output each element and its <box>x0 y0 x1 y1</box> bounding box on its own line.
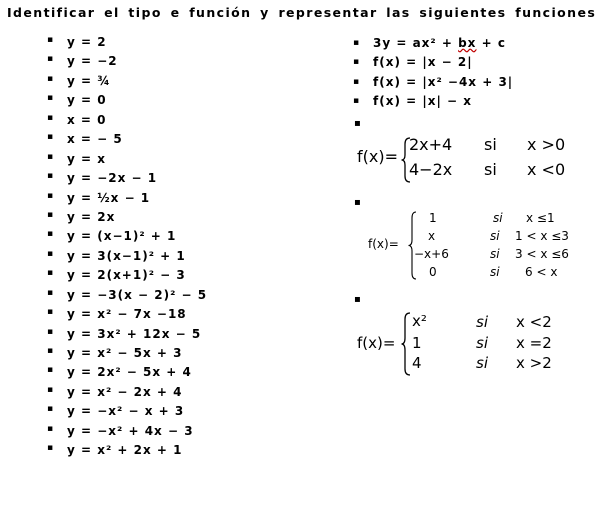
piece-condition: x =2 <box>516 334 552 352</box>
bullet-icon: ▪ <box>47 268 55 279</box>
list-item: ▪ y = x <box>47 151 106 166</box>
piece-condition: 6 < x <box>525 265 558 279</box>
piece-si: si <box>490 265 500 279</box>
function-name: f(x)= <box>357 334 396 352</box>
list-item: ▪ y = 3x² + 12x − 5 <box>47 326 202 341</box>
bullet-icon: ▪ <box>354 118 361 129</box>
piece-si: si <box>476 354 488 372</box>
piece-si: si <box>484 135 497 154</box>
list-item: ▪ y = ¾ <box>47 73 111 88</box>
bullet-icon: ▪ <box>47 404 55 415</box>
function-name: f(x)= <box>368 237 399 251</box>
list-item: ▪ y = (x−1)² + 1 <box>47 229 177 244</box>
piece-condition: x >2 <box>516 354 552 372</box>
piece-condition: x <0 <box>527 160 566 179</box>
function-list-right <box>353 34 514 112</box>
list-item: ▪ f(x) = |x| − x <box>373 92 513 111</box>
list-item: ▪ y = −2x − 1 <box>47 171 158 186</box>
piece-condition: 3 < x ≤6 <box>515 247 569 261</box>
bullet-icon: ▪ <box>47 35 55 45</box>
list-item: ▪ y = x² − 5x + 3 <box>47 346 183 360</box>
bullet-icon: ▪ <box>47 365 55 376</box>
piece-expression: 1 <box>412 334 422 352</box>
list-item: ▪ x = − 5 <box>47 132 123 147</box>
left-brace-icon <box>408 211 418 280</box>
bullet-icon: ▪ <box>353 76 361 87</box>
bullet-icon: ▪ <box>47 346 55 356</box>
spellcheck-underlined-term: bx <box>458 36 477 50</box>
list-item: ▪ 3y = ax² + bx + c <box>373 34 513 53</box>
piece-expression: x <box>428 229 436 243</box>
piece-si: si <box>476 313 488 331</box>
function-list-left <box>47 35 208 463</box>
piece-expression: 4−2x <box>409 160 453 179</box>
bullet-icon: ▪ <box>47 151 55 162</box>
piece-expression: 2x+4 <box>409 135 453 154</box>
bullet-icon: ▪ <box>47 190 55 201</box>
page-title: Identificar el tipo e función y representar las siguientes funciones <box>7 5 597 20</box>
list-item: ▪ y = −x² − x + 3 <box>47 404 185 419</box>
list-item: ▪ y = x² − 2x + 4 <box>47 384 183 399</box>
left-brace-icon <box>401 312 411 376</box>
bullet-icon: ▪ <box>354 294 361 305</box>
list-item: ▪ x = 0 <box>47 112 107 127</box>
list-item: ▪ y = −2 <box>47 54 118 69</box>
function-name: f(x)= <box>357 147 398 166</box>
bullet-icon: ▪ <box>353 57 361 68</box>
piece-expression: −x+6 <box>414 247 449 261</box>
bullet-icon: ▪ <box>47 112 55 123</box>
piece-si: si <box>476 334 488 352</box>
list-item: ▪ y = ½x − 1 <box>47 190 151 205</box>
bullet-icon: ▪ <box>47 132 55 143</box>
piece-expression: 4 <box>412 354 422 372</box>
bullet-icon: ▪ <box>47 93 55 104</box>
list-item: ▪ f(x) = |x² −4x + 3| <box>373 73 513 92</box>
list-item: ▪ y = 2x² − 5x + 4 <box>47 365 192 380</box>
bullet-icon: ▪ <box>47 73 55 84</box>
piece-condition: 1 < x ≤3 <box>515 229 569 243</box>
bullet-icon: ▪ <box>47 423 55 434</box>
list-item: ▪ y = 2x <box>47 209 116 224</box>
list-item: ▪ y = 3(x−1)² + 1 <box>47 248 186 263</box>
piece-si: si <box>484 160 497 179</box>
bullet-icon: ▪ <box>47 307 55 318</box>
bullet-icon: ▪ <box>47 384 55 395</box>
bullet-icon: ▪ <box>47 171 55 182</box>
list-item: ▪ y = −3(x − 2)² − 5 <box>47 287 208 302</box>
bullet-icon: ▪ <box>354 197 361 208</box>
list-item: ▪ y = x² + 2x + 1 <box>47 443 183 458</box>
piece-condition: x ≤1 <box>526 211 555 225</box>
bullet-icon: ▪ <box>47 209 55 220</box>
piece-si: si <box>490 229 500 243</box>
piece-expression: 0 <box>429 265 437 279</box>
bullet-icon: ▪ <box>353 96 361 107</box>
bullet-icon: ▪ <box>47 248 55 259</box>
piece-expression: 1 <box>429 211 437 225</box>
bullet-icon: ▪ <box>47 287 55 298</box>
bullet-icon: ▪ <box>47 229 55 240</box>
list-item: ▪ f(x) = |x − 2| <box>373 53 513 72</box>
list-item: ▪ y = −x² + 4x − 3 <box>47 423 194 438</box>
list-item: ▪ y = 2 <box>47 35 107 49</box>
piece-si: si <box>493 211 503 225</box>
bullet-icon: ▪ <box>47 443 55 454</box>
piece-condition: x >0 <box>527 135 566 154</box>
bullet-icon: ▪ <box>47 326 55 337</box>
bullet-icon: ▪ <box>353 38 361 48</box>
list-item: ▪ y = 2(x+1)² − 3 <box>47 268 186 283</box>
bullet-icon: ▪ <box>47 54 55 65</box>
list-item: ▪ y = x² − 7x −18 <box>47 307 187 322</box>
piece-condition: x <2 <box>516 313 552 331</box>
piece-si: si <box>490 247 500 261</box>
list-item: ▪ y = 0 <box>47 93 107 108</box>
piece-expression: x² <box>412 312 427 330</box>
